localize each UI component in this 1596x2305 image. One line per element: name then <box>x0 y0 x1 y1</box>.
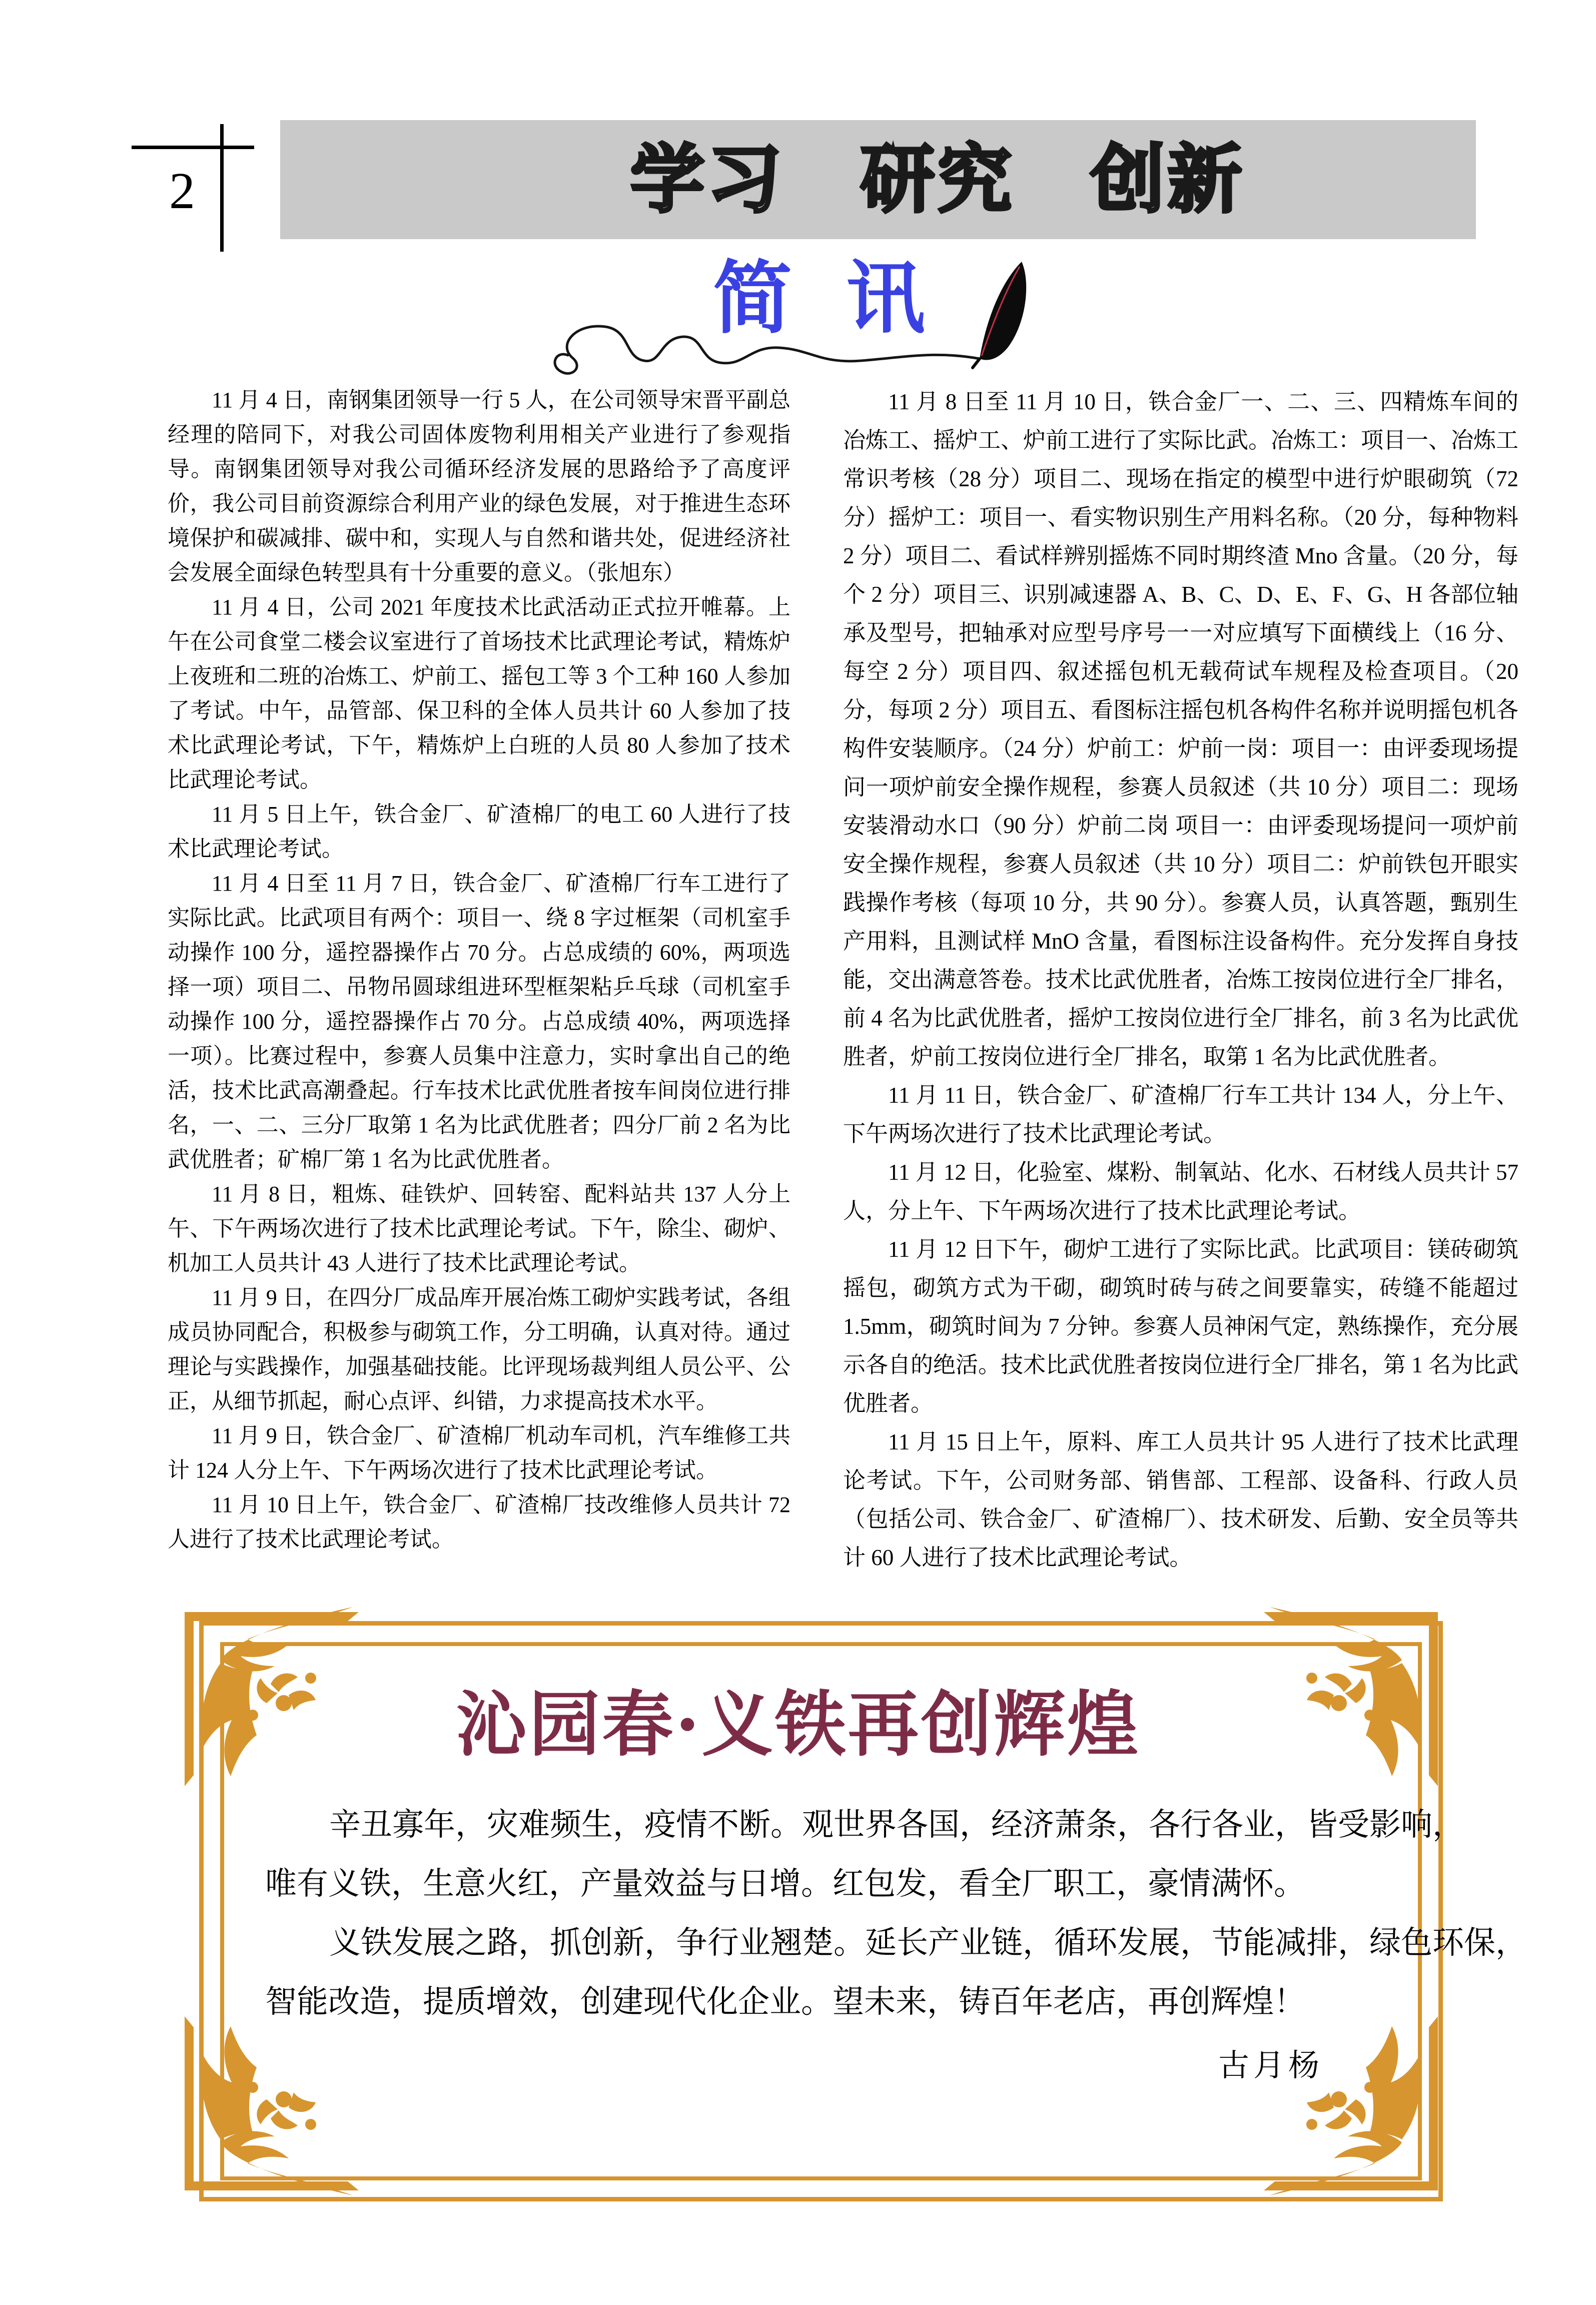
page-number: 2 <box>169 162 195 220</box>
news-paragraph: 11 月 4 日，南钢集团领导一行 5 人，在公司领导宋晋平副总经理的陪同下，对我公司固体废物利用相关产业进行了参观指导。南钢集团领导对我公司循环经济发展的思路给予了高度评价，我公司目前资源综合利用产业的绿色发展，对于推进生态环境保护和碳减排、碳中和，实现人与自然和谐共处，促进经济社会发展全面绿色转型具有十分重要的意义。（张旭东） <box>168 388 790 585</box>
news-paragraph: 11 月 10 日上午，铁合金厂、矿渣棉厂技改维修人员共计 72 人进行了技术比武理论考试。 <box>168 1492 790 1552</box>
header-word-study: 学习 <box>630 137 784 223</box>
section-title-char-1: 简 <box>713 253 792 345</box>
news-paragraph: 11 月 4 日，公司 2021 年度技术比武活动正式拉开帷幕。上午在公司食堂二楼会议室进行了首场技术比武理论考试，精炼炉上夜班和二班的冶炼工、炉前工、摇包工等 3 个工种 160 人参加了考试。中午，品管部、保卫科的全体人员共计 60 人参加了技术比武理论考试，下午，精炼炉上白班的人员 80 人参加了技术比武理论考试。 <box>168 595 790 792</box>
poem-signature: 古月杨 <box>1218 2049 1324 2083</box>
news-column-right <box>843 383 1518 1577</box>
poem-line: 唯有义铁，生意火红，产量效益与日增。红包发，看全厂职工，豪情满怀。 <box>265 1866 1305 1901</box>
section-title-char-2: 讯 <box>846 253 925 345</box>
header-word-innovation: 创新 <box>1091 137 1245 223</box>
poem-line: 义铁发展之路，抓创新，争行业翘楚。延长产业链，循环发展，节能减排，绿色环保， <box>329 1925 1527 1960</box>
news-paragraph: 11 月 9 日，铁合金厂、矿渣棉厂机动车司机，汽车维修工共计 124 人分上午、下午两场次进行了技术比武理论考试。 <box>168 1423 790 1482</box>
corner-flourish-icon <box>173 2012 363 2202</box>
news-paragraph: 11 月 8 日，粗炼、硅铁炉、回转窑、配料站共 137 人分上午、下午两场次进行了技术比武理论考试。下午，除尘、砌炉、机加工人员共计 43 人进行了技术比武理论考试。 <box>168 1182 790 1275</box>
crop-mark-horizontal <box>132 146 254 149</box>
news-paragraph: 11 月 4 日至 11 月 7 日，铁合金厂、矿渣棉厂行车工进行了实际比武。比武项目有两个：项目一、绕 8 字过框架（司机室手动操作 100 分，遥控器操作占 70 分。占总成绩的 60%，两项选择一项）项目二、吊物吊圆球组进环型框架粘乒乓球（司机室手动操作 100 分，遥控器操作占 70 分。占总成绩 40%，两项选择一项）。比赛过程中，参赛人员集中注意力，实时拿出自己的绝活，技术比武高潮叠起。行车技术比武优胜者按车间岗位进行排名，一、二、三分厂取第 1 名为比武优胜者；四分厂前 2 名为比武优胜者；矿棉厂第 1 名为比武优胜者。 <box>168 871 790 1172</box>
ink-flourish-line <box>555 326 980 373</box>
header-word-research: 研究 <box>861 137 1015 223</box>
news-paragraph: 11 月 12 日下午，砌炉工进行了实际比武。比武项目：镁砖砌筑摇包，砌筑方式为干砌，砌筑时砖与砖之间要靠实，砖缝不能超过 1.5mm，砌筑时间为 7 分钟。参赛人员神闲气定，熟练操作，充分展示各自的绝活。技术比武优胜者按岗位进行全厂排名，第 1 名为比武优胜者。 <box>843 1237 1519 1416</box>
news-column-left <box>168 383 790 1557</box>
news-paragraph: 11 月 9 日，在四分厂成品库开展冶炼工砌炉实践考试，各组成员协同配合，积极参与砌筑工作，分工明确，认真对待。通过理论与实践操作，加强基础技能。比评现场裁判组人员公平、公正，从细节抓起，耐心点评、纠错，力求提高技术水平。 <box>168 1285 790 1413</box>
news-paragraph: 11 月 5 日上午，铁合金厂、矿渣棉厂的电工 60 人进行了技术比武理论考试。 <box>168 802 790 861</box>
news-paragraph: 11 月 15 日上午，原料、库工人员共计 95 人进行了技术比武理论考试。下午，公司财务部、销售部、工程部、设备科、行政人员（包括公司、铁合金厂、矿渣棉厂）、技术研发、后勤、安全员等共计 60 人进行了技术比武理论考试。 <box>843 1429 1518 1570</box>
news-paragraph: 11 月 11 日，铁合金厂、矿渣棉厂行车工共计 134 人，分上午、下午两场次进行了技术比武理论考试。 <box>843 1083 1518 1146</box>
poem-line: 辛丑寡年，灾难频生，疫情不断。观世界各国，经济萧条，各行各业，皆受影响， <box>329 1807 1464 1842</box>
crop-mark-vertical <box>220 124 224 252</box>
header-banner <box>280 120 1476 239</box>
quill-pen-icon <box>540 253 1041 388</box>
poem-title: 沁园春·义铁再创辉煌 <box>456 1683 1140 1766</box>
news-paragraph: 11 月 12 日，化验室、煤粉、制氧站、化水、石材线人员共计 57 人，分上午、下午两场次进行了技术比武理论考试。 <box>843 1160 1518 1223</box>
poem-line: 智能改造，提质增效，创建现代化企业。望未来，铸百年老店，再创辉煌！ <box>265 1984 1305 2019</box>
quill-nib <box>973 359 980 368</box>
poem-body <box>265 1795 1527 2031</box>
quill-feather <box>980 262 1026 360</box>
news-paragraph: 11 月 8 日至 11 月 10 日，铁合金厂一、二、三、四精炼车间的冶炼工、摇炉工、炉前工进行了实际比武。冶炼工：项目一、冶炼工常识考核（28 分）项目二、现场在指定的模型中进行炉眼砌筑（72 分）摇炉工：项目一、看实物识别生产用料名称。（20 分，每种物料 2 分）项目二、看试样辨别摇炼不同时期终渣 Mno 含量。（20 分，每个 2 分）项目三、识别减速器 A、B、C、D、E、F、G、H 各部位轴承及型号，把轴承对应型号序号一一对应填写下面横线上（16 分、每空 2 分）项目四、叙述摇包机无载荷试车规程及检查项目。（20 分，每项 2 分）项目五、看图标注摇包机各构件名称并说明摇包机各构件安装顺序。（24 分）炉前工：炉前一岗：项目一：由评委现场提问一项炉前安全操作规程，参赛人员叙述（共 10 分）项目二：现场安装滑动水口（90 分）炉前二岗 项目一：由评委现场提问一项炉前安全操作规程，参赛人员叙述（共 10 分）项目二：炉前铁包开眼实践操作考核（每项 10 分，共 90 分）。参赛人员，认真答题，甄别生产用料，且测试样 MnO 含量，看图标注设备构件。充分发挥自身技能，交出满意答卷。技术比武优胜者，冶炼工按岗位进行全厂排名，前 4 名为比武优胜者，摇炉工按岗位进行全厂排名，前 3 名为比武优胜者，炉前工按岗位进行全厂排名，取第 1 名为比武优胜者。 <box>843 389 1519 1069</box>
